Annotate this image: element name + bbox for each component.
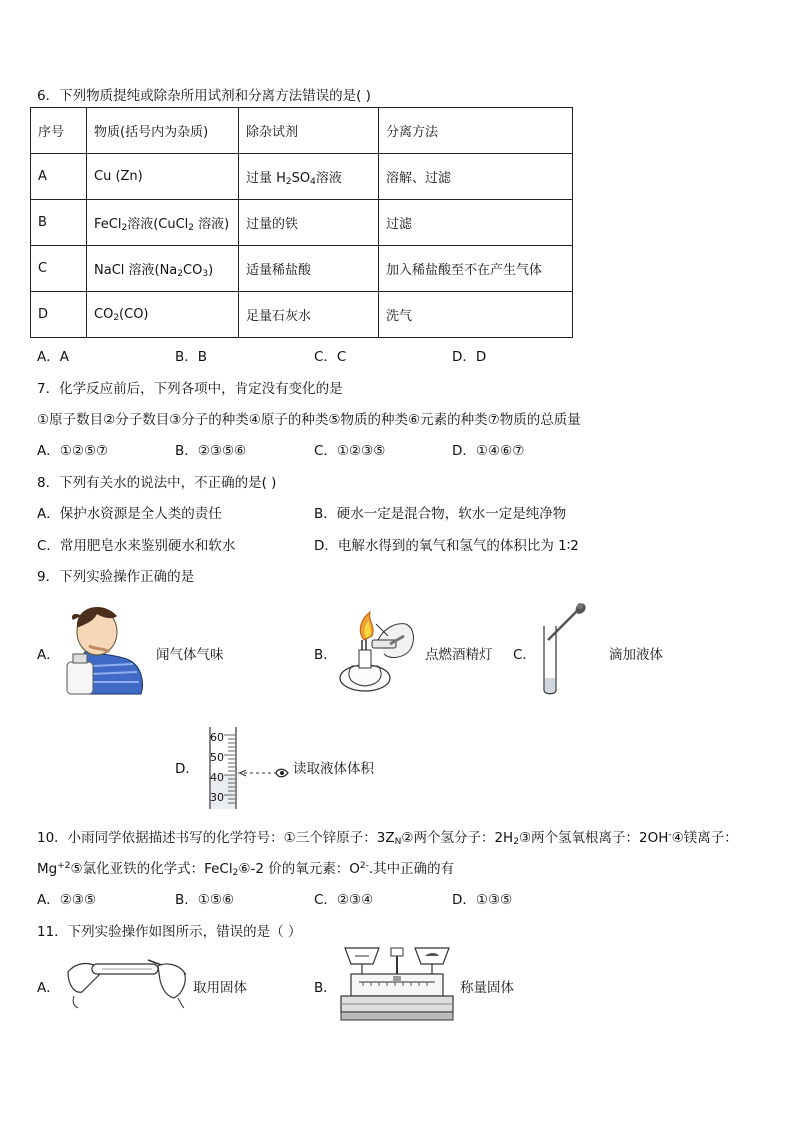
q8-option-b: B．硬水一定是混合物，软水一定是纯净物 — [314, 506, 567, 522]
q9-label-d: D． — [175, 761, 199, 777]
table-row — [31, 154, 573, 200]
q10-option-b: B．①⑤⑥ — [175, 892, 235, 908]
q10-option-a: A．②③⑤ — [37, 892, 97, 908]
q10-option-c: C．②③④ — [314, 892, 374, 908]
q10-line2: $Mg^{+2}⑤$氯化亚铁的化学式：FeCl$_2$⑥-2 价的氧元素：$O^{2-}$.其中正确的有 — [37, 861, 455, 878]
q9-label-b: B． — [314, 647, 337, 663]
cylinder-tick-60: 60 — [210, 731, 224, 744]
q10-line1: 10．小雨同学依据描述书写的化学符号：①三个锌原子：$3Z_N②$两个氢分子：$2H_2③$两个氢氧根离子：2OH-④镁离子： — [37, 830, 738, 847]
q6-option-a: A．A — [37, 349, 69, 365]
q9-caption-d: 读取液体体积 — [293, 761, 374, 777]
row-id: A — [31, 154, 87, 200]
q9-caption-c: 滴加液体 — [609, 647, 663, 663]
table-row — [31, 292, 573, 338]
cylinder-tick-30: 30 — [210, 791, 224, 804]
q11-caption-a: 取用固体 — [193, 980, 247, 996]
q7-option-b: B．②③⑤⑥ — [175, 443, 247, 459]
header-reagent: 除杂试剂 — [239, 108, 379, 154]
row-reagent: 过量 $H_2SO_4$溶液 — [239, 154, 379, 200]
row-substance: $CO_2(CO)$ — [87, 292, 239, 338]
alcohol-lamp-illustration — [332, 606, 418, 694]
row-method: 过滤 — [379, 200, 573, 246]
q6-option-b: B．B — [175, 349, 208, 365]
smelling-gas-illustration — [63, 602, 147, 698]
cylinder-tick-50: 50 — [210, 751, 224, 764]
table-row — [31, 200, 573, 246]
q7-items: ①原子数目②分子数目③分子的种类④原子的种类⑤物质的种类⑥元素的种类⑦物质的总质量 — [37, 412, 581, 428]
cylinder-tick-40: 40 — [210, 771, 224, 784]
q10-option-d: D．①③⑤ — [452, 892, 513, 908]
q7-option-d: D．①④⑥⑦ — [452, 443, 525, 459]
q11-label-b: B． — [314, 980, 337, 996]
q6-table — [30, 107, 573, 338]
row-method: 加入稀盐酸至不在产生气体 — [379, 246, 573, 292]
header-substance: 物质(括号内为杂质) — [87, 108, 239, 154]
row-substance: NaCl 溶液$(Na_2CO_3)$ — [87, 246, 239, 292]
row-reagent: 适量稀盐酸 — [239, 246, 379, 292]
q6-option-d: D．D — [452, 349, 487, 365]
row-substance: FeCl$_2$溶液(CuCl$_2$ 溶液) — [87, 200, 239, 246]
balance-scale-illustration — [339, 944, 455, 1022]
q11-caption-b: 称量固体 — [460, 980, 514, 996]
q11-stem: 11．下列实验操作如图所示，错误的是（ ） — [37, 924, 302, 940]
q8-option-a: A．保护水资源是全人类的责任 — [37, 506, 222, 522]
table-row — [31, 246, 573, 292]
q6-option-c: C．C — [314, 349, 347, 365]
row-reagent: 过量的铁 — [239, 200, 379, 246]
q8-option-d: D．电解水得到的氧气和氢气的体积比为 1∶2 — [314, 538, 579, 554]
header-id: 序号 — [31, 108, 87, 154]
row-method: 洗气 — [379, 292, 573, 338]
q7-stem: 7．化学反应前后，下列各项中，肯定没有变化的是 — [37, 381, 343, 397]
q9-stem: 9．下列实验操作正确的是 — [37, 569, 195, 585]
row-substance: Cu (Zn) — [87, 154, 239, 200]
q8-stem: 8．下列有关水的说法中，不正确的是( ) — [37, 475, 277, 491]
q11-label-a: A． — [37, 980, 60, 996]
q7-option-a: A．①②⑤⑦ — [37, 443, 109, 459]
q9-caption-b: 点燃酒精灯 — [425, 647, 493, 663]
q8-option-c: C．常用肥皂水来鉴别硬水和软水 — [37, 538, 236, 554]
row-id: B — [31, 200, 87, 246]
header-method: 分离方法 — [379, 108, 573, 154]
q7-option-c: C．①②③⑤ — [314, 443, 386, 459]
q9-label-c: C． — [513, 647, 536, 663]
table-header-row — [31, 108, 573, 154]
row-id: C — [31, 246, 87, 292]
q6-stem: 6．下列物质提纯或除杂所用试剂和分离方法错误的是( ) — [37, 88, 371, 104]
hands-test-tube-illustration — [66, 952, 190, 1008]
q9-label-a: A． — [37, 647, 60, 663]
q9-caption-a: 闻气体气味 — [156, 647, 224, 663]
row-id: D — [31, 292, 87, 338]
dropper-test-tube-illustration — [540, 600, 590, 698]
row-method: 溶解、过滤 — [379, 154, 573, 200]
row-reagent: 足量石灰水 — [239, 292, 379, 338]
